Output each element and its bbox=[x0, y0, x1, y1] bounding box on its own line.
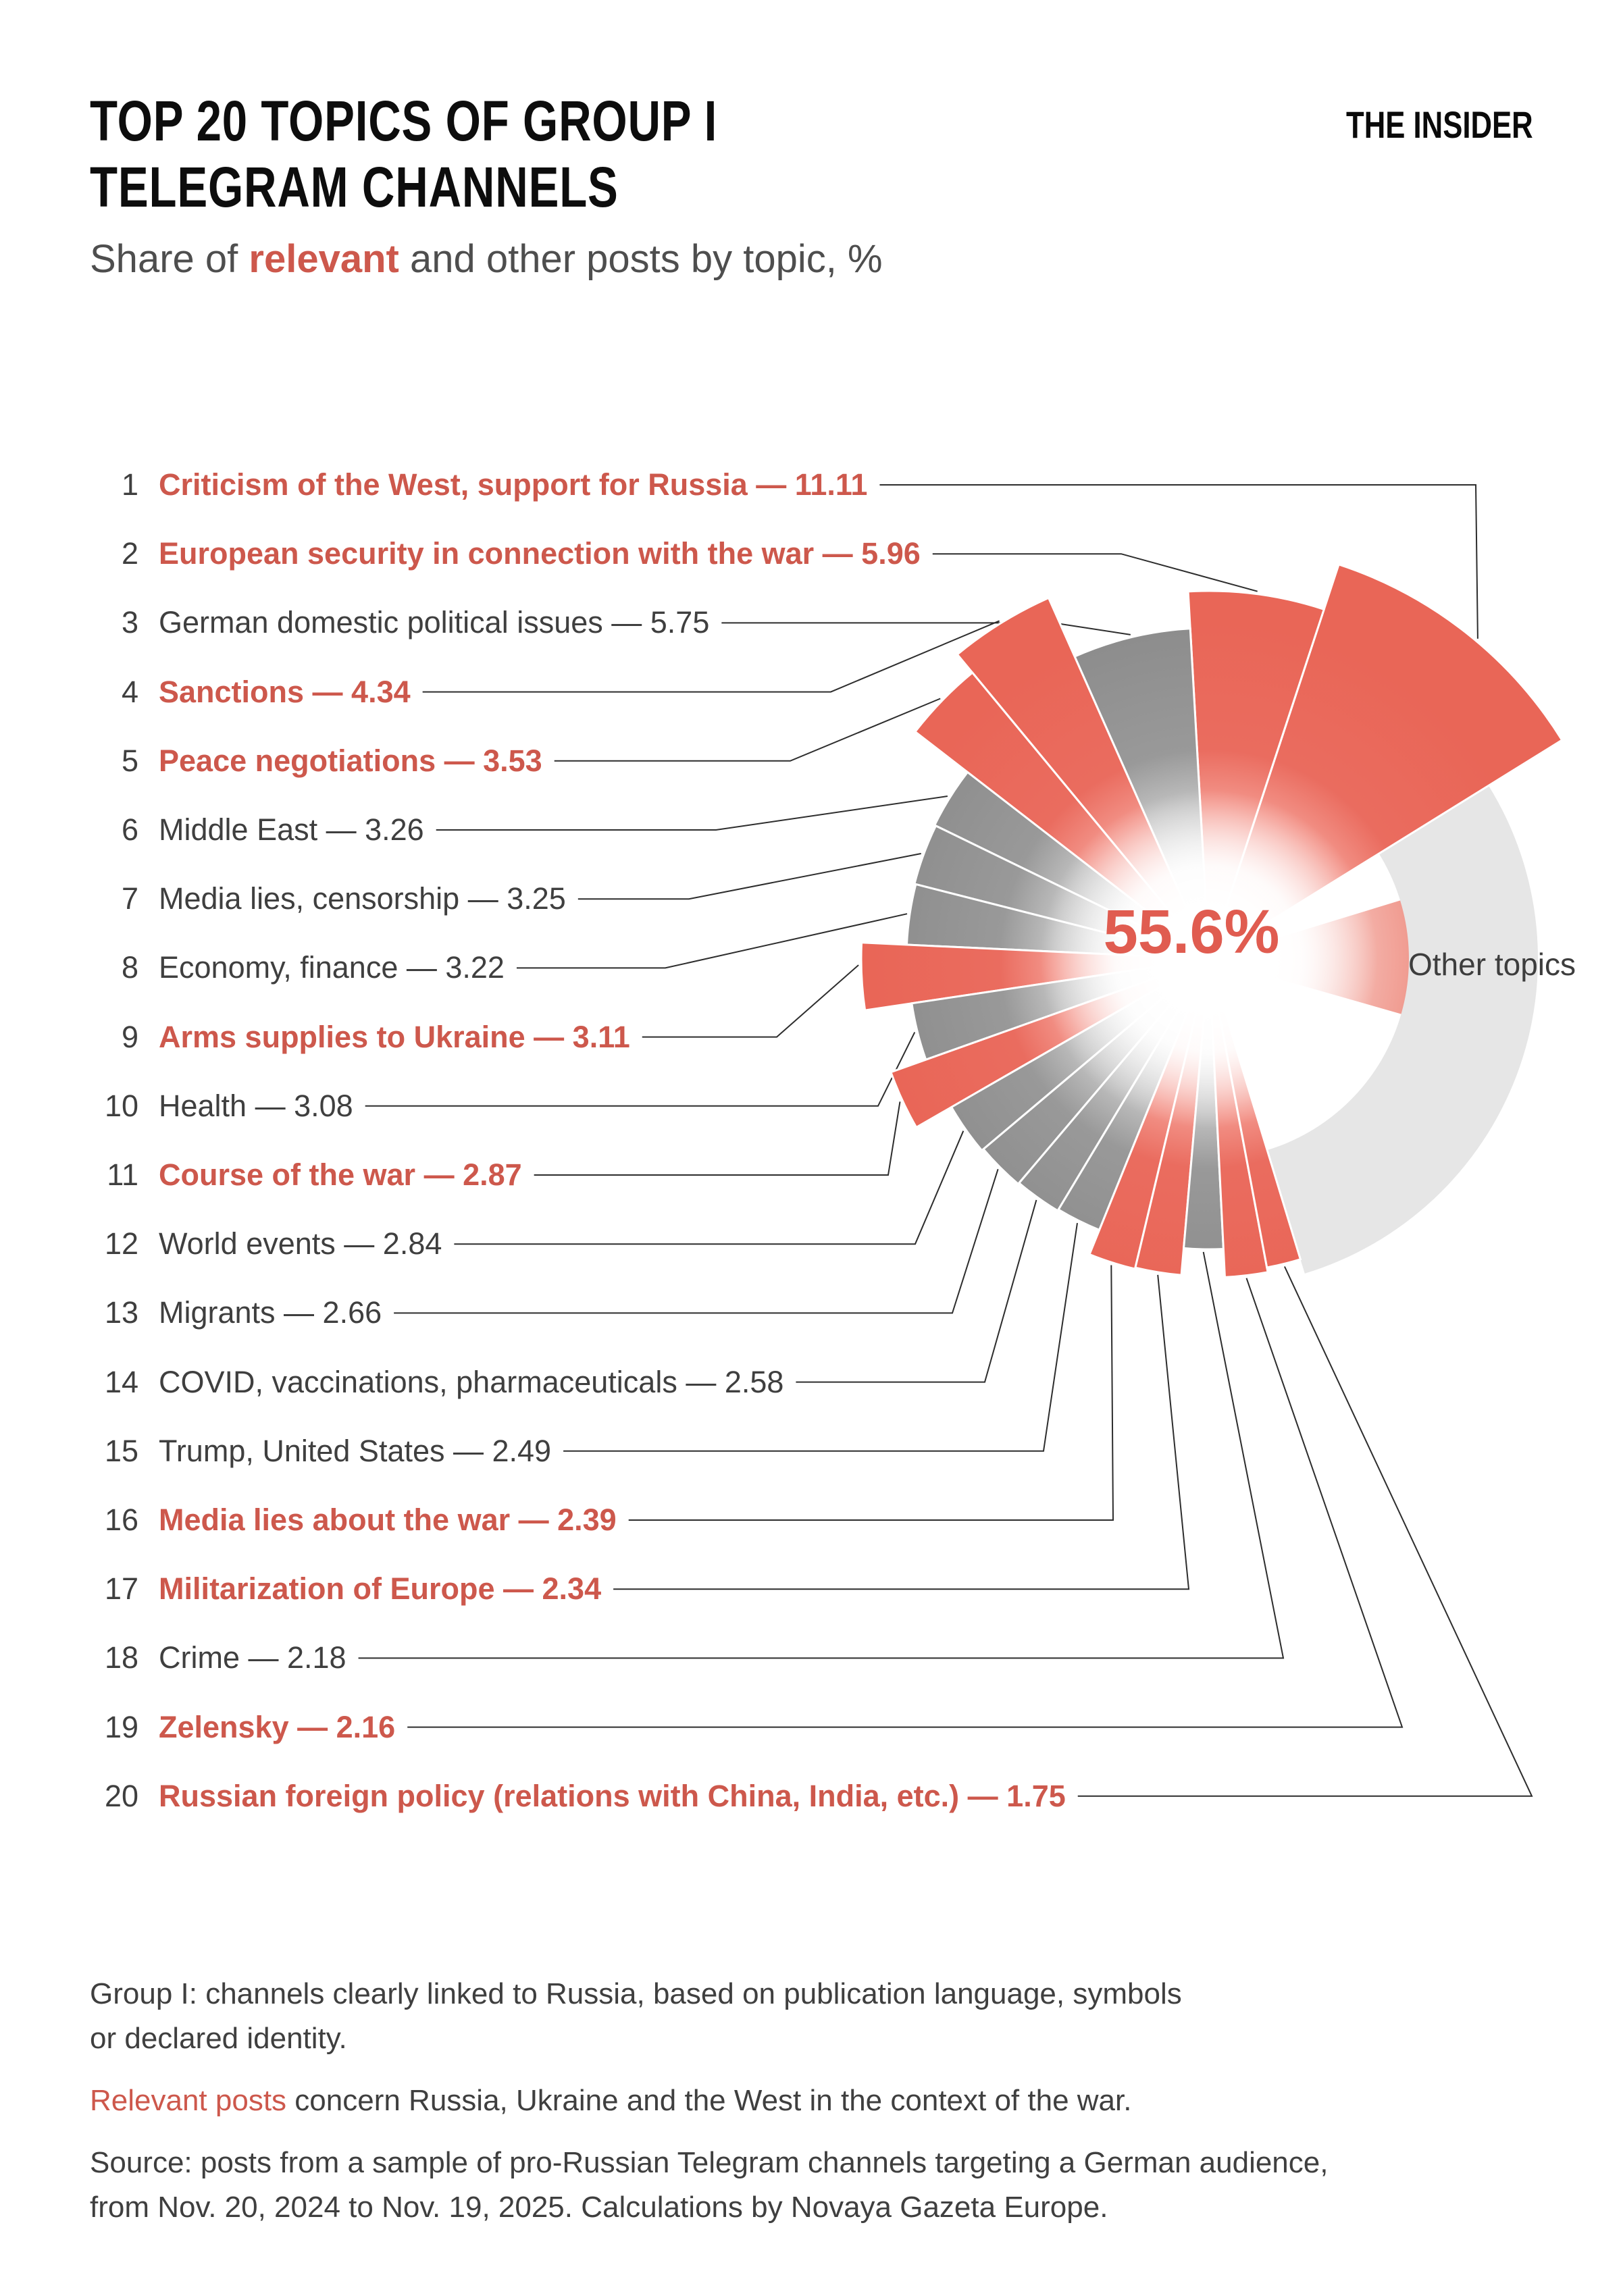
topic-label: Criticism of the West, support for Russia — 11.11 bbox=[159, 467, 868, 502]
topic-rank: 13 bbox=[104, 1295, 138, 1330]
list-item-topic-15 bbox=[90, 1428, 551, 1474]
topic-label: Zelensky — 2.16 bbox=[159, 1709, 396, 1744]
topic-label: Russian foreign policy (relations with China, India, etc.) — 1.75 bbox=[159, 1778, 1066, 1813]
leader-line-topic-8 bbox=[517, 914, 907, 968]
subtitle bbox=[90, 235, 883, 284]
topic-rank: 2 bbox=[121, 536, 138, 571]
list-item-topic-3 bbox=[90, 600, 709, 646]
relevant-note-rest: concern Russia, Ukraine and the West in the context of the war. bbox=[286, 2084, 1132, 2117]
topic-rank: 7 bbox=[121, 881, 138, 916]
source-line2: from Nov. 20, 2024 to Nov. 19, 2025. Calculations by Novaya Gazeta Europe. bbox=[90, 2191, 1108, 2224]
topic-label: Course of the war — 2.87 bbox=[159, 1157, 522, 1192]
topic-label: Media lies about the war — 2.39 bbox=[159, 1503, 617, 1537]
source-line1: Source: posts from a sample of pro-Russian Telegram channels targeting a German audience, bbox=[90, 2146, 1329, 2179]
topic-rank: 18 bbox=[104, 1640, 138, 1675]
topic-rank: 19 bbox=[104, 1709, 138, 1744]
topic-rank: 6 bbox=[121, 812, 138, 847]
list-item-topic-13 bbox=[90, 1290, 382, 1336]
subtitle-highlight: relevant bbox=[249, 237, 399, 281]
page-title-line1: TOP 20 TOPICS OF GROUP I bbox=[90, 89, 718, 153]
list-item-topic-17 bbox=[90, 1566, 601, 1612]
topic-label: Militarization of Europe — 2.34 bbox=[159, 1571, 602, 1607]
topic-label: COVID, vaccinations, pharmaceuticals — 2.58 bbox=[159, 1364, 784, 1399]
topic-rank: 15 bbox=[104, 1433, 138, 1468]
list-item-topic-8 bbox=[90, 945, 505, 991]
page-title bbox=[90, 88, 717, 220]
topic-rank: 16 bbox=[104, 1503, 138, 1537]
footnotes bbox=[90, 1972, 1328, 2230]
footnote-spacer bbox=[90, 2061, 1328, 2079]
topic-rank: 12 bbox=[104, 1226, 138, 1261]
leader-line-topic-3 bbox=[721, 623, 1130, 635]
relevant-note bbox=[90, 2079, 1328, 2123]
list-item-topic-11 bbox=[90, 1152, 522, 1198]
leader-line-topic-15 bbox=[563, 1223, 1077, 1451]
leader-line-topic-9 bbox=[642, 965, 858, 1037]
topic-label: Migrants — 2.66 bbox=[159, 1295, 382, 1330]
list-item-topic-4 bbox=[90, 669, 411, 715]
topic-rank: 10 bbox=[104, 1088, 138, 1123]
subtitle-prefix: Share of bbox=[90, 237, 249, 281]
list-item-topic-10 bbox=[90, 1083, 353, 1129]
topic-label: Middle East — 3.26 bbox=[159, 812, 424, 847]
topic-label: World events — 2.84 bbox=[159, 1226, 442, 1261]
subtitle-suffix: and other posts by topic, % bbox=[398, 237, 883, 281]
list-item-topic-20 bbox=[90, 1773, 1066, 1819]
leader-line-topic-14 bbox=[796, 1200, 1036, 1382]
footnote-spacer bbox=[90, 2123, 1328, 2141]
topic-rank: 20 bbox=[104, 1778, 138, 1813]
topic-label: Arms supplies to Ukraine — 3.11 bbox=[159, 1019, 630, 1054]
leader-line-topic-20 bbox=[1078, 1267, 1532, 1796]
leader-line-topic-17 bbox=[613, 1275, 1189, 1589]
topic-label: Media lies, censorship — 3.25 bbox=[159, 881, 566, 916]
list-item-topic-7 bbox=[90, 876, 566, 922]
topic-label: Peace negotiations — 3.53 bbox=[159, 743, 542, 778]
leader-line-topic-12 bbox=[454, 1131, 963, 1245]
page-title-line2: TELEGRAM CHANNELS bbox=[90, 155, 619, 219]
topic-rank: 14 bbox=[104, 1364, 138, 1399]
topic-label: Health — 3.08 bbox=[159, 1088, 353, 1123]
brand-logo: THE INSIDER bbox=[1346, 103, 1533, 146]
list-item-topic-6 bbox=[90, 807, 424, 853]
topic-rank: 17 bbox=[104, 1571, 138, 1607]
other-topics-label: Other topics bbox=[1408, 947, 1576, 982]
topic-label: European security in connection with the war — 5.96 bbox=[159, 536, 921, 571]
topic-rank: 1 bbox=[121, 467, 138, 502]
list-item-topic-19 bbox=[90, 1704, 395, 1750]
center-value-label: 55.6% bbox=[1103, 897, 1280, 966]
topic-rank: 3 bbox=[121, 605, 138, 640]
topic-label: Crime — 2.18 bbox=[159, 1640, 346, 1675]
topic-label: German domestic political issues — 5.75 bbox=[159, 605, 710, 640]
leader-line-topic-7 bbox=[578, 854, 921, 899]
group-note-line1: Group I: channels clearly linked to Russia, based on publication language, symbols bbox=[90, 1977, 1182, 2010]
topic-rank: 8 bbox=[121, 950, 138, 985]
topic-label: Trump, United States — 2.49 bbox=[159, 1433, 552, 1468]
list-item-topic-5 bbox=[90, 738, 542, 784]
list-item-topic-9 bbox=[90, 1014, 630, 1060]
relevant-note-highlight: Relevant posts bbox=[90, 2084, 287, 2117]
group-note-line2: or declared identity. bbox=[90, 2022, 347, 2055]
topic-label: Sanctions — 4.34 bbox=[159, 674, 411, 709]
list-item-topic-16 bbox=[90, 1497, 617, 1543]
topic-rank: 11 bbox=[107, 1157, 138, 1192]
leader-line-topic-6 bbox=[436, 796, 948, 830]
topic-rank: 5 bbox=[121, 743, 138, 778]
topic-label: Economy, finance — 3.22 bbox=[159, 950, 505, 985]
leader-line-topic-11 bbox=[534, 1101, 900, 1175]
leader-line-topic-2 bbox=[933, 554, 1258, 592]
topic-rank: 9 bbox=[121, 1019, 138, 1054]
list-item-topic-18 bbox=[90, 1635, 346, 1681]
leader-line-topic-5 bbox=[555, 699, 940, 761]
list-item-topic-2 bbox=[90, 531, 921, 577]
list-item-topic-1 bbox=[90, 462, 867, 508]
topic-rank: 4 bbox=[121, 674, 138, 709]
list-item-topic-14 bbox=[90, 1359, 783, 1405]
list-item-topic-12 bbox=[90, 1221, 442, 1267]
